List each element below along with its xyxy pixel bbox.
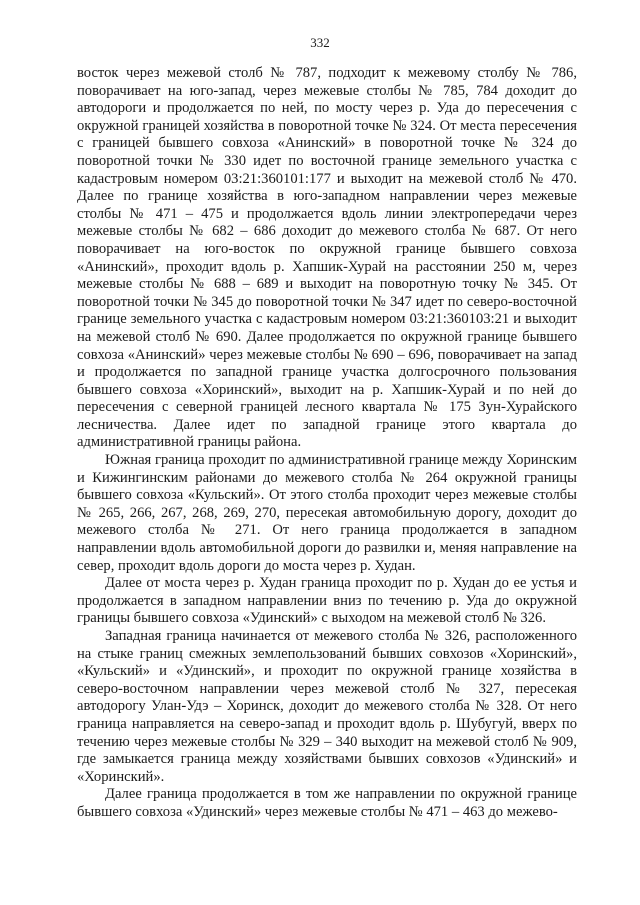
paragraph-north-east-boundary: восток через межевой столб № 787, подходит к межевому столбу № 786, поворачивает на юго-запад, через межевые столбы № 785, 784 доходит до автодороги и продолжается по ней, по мосту через р. Уда до пересечения с окружной границей хозяйства в поворотной точке № 324. От места пересечения с границей бывшего совхоза «Анинский» в поворотной точке № 324 до поворотной точки № 330 идет по восточной границе земельного участка с кадастровым номером 03:21:360101:177 и выходит на межевой столб № 470. Далее по границе хозяйства в юго-западном направлении через межевые столбы № 471 – 475 и продолжается вдоль линии электропередачи через межевые столбы № 682 – 686 доходит до межевого столба № 687. От него поворачивает на юго-восток по окружной границе бывшего совхоза «Анинский», проходит вдоль р. Хапшик-Хурай на расстоянии 250 м, через межевые столбы № 688 – 689 и выходит на поворотную точку № 345. От поворотной точки № 345 до поворотной точки № 347 идет по северо-восточной границе земельного участка с кадастровым номером 03:21:360103:21 и выходит на межевой столб № 690. Далее продолжается по окружной границе бывшего совхоза «Анинский» через межевые столбы № 690 – 696, поворачивает на запад и продолжается по западной границе участка долгосрочного пользования бывшего совхоза «Хоринский», выходит на р. Хапшик-Хурай и по ней до пересечения с северной границей лесного квартала № 175 Зун-Хурайского лесничества. Далее идет по западной границе этого квартала до административной границы района. <box>77 65 577 451</box>
paragraph-west-boundary: Западная граница начинается от межевого столба № 326, расположенного на стыке границ смежных землепользований бывших совхозов «Хоринский», «Кульский» и «Удинский», и проходит по окружной границе хозяйства в северо-восточном направлении через межевой столб № 327, пересекая автодорогу Улан-Удэ – Хоринск, доходит до межевого столба № 328. От него граница направляется на северо-запад и проходит вдоль р. Шубугуй, вверх по течению через межевые столбы № 329 – 340 выходит на межевой столб № 909, где замыкается граница между хозяйствами бывших совхозов «Удинский» и «Хоринский». <box>77 628 577 785</box>
page-number: 332 <box>310 35 330 50</box>
body-text <box>77 65 577 822</box>
paragraph-khudan-bridge: Далее от моста через р. Худан граница проходит по р. Худан до ее устья и продолжается в западном направлении вниз по течению р. Уда до окружной границы бывшего совхоза «Удинский» с выходом на межевой столб № 326. <box>77 575 577 627</box>
paragraph-south-boundary: Южная граница проходит по административной границе между Хоринским и Кижингинским районами до межевого столба № 264 окружной границы бывшего совхоза «Кульский». От этого столба проходит через межевые столбы № 265, 266, 267, 268, 269, 270, пересекая автомобильную дорогу, доходит до межевого столба № 271. От него граница продолжается в западном направлении вдоль автомобильной дороги до развилки и, меняя направление на север, проходит вдоль дороги до моста через р. Худан. <box>77 452 577 574</box>
paragraph-continuation: Далее граница продолжается в том же направлении по окружной границе бывшего совхоза «Удинский» через межевые столбы № 471 – 463 до межево- <box>77 786 577 820</box>
